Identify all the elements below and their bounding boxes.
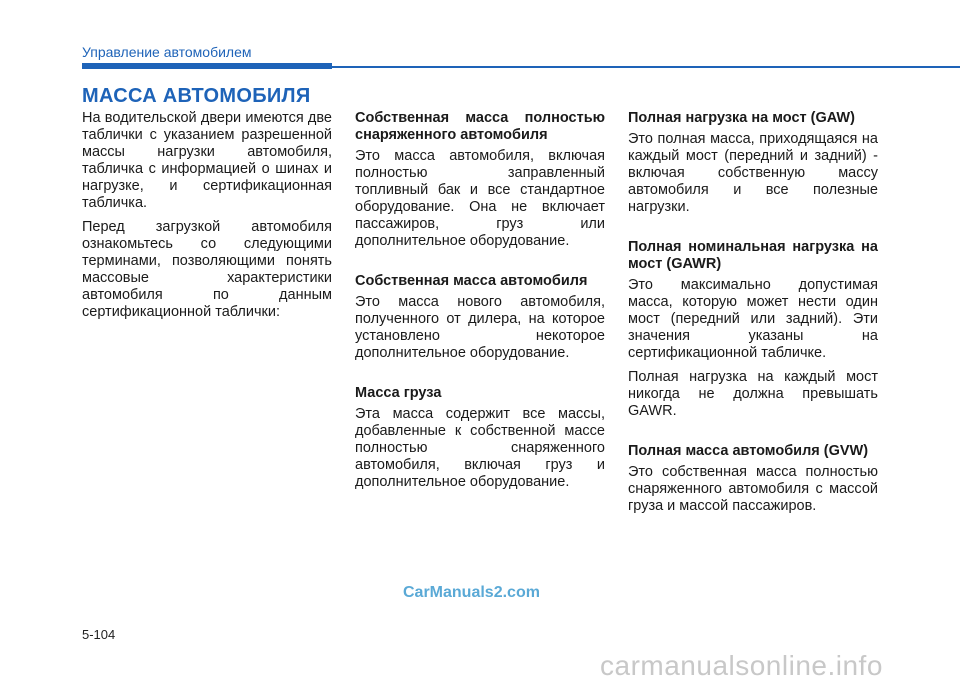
column-1 <box>82 110 332 328</box>
column-2 <box>355 110 605 498</box>
subheading: Собственная масса автомобиля <box>355 273 588 289</box>
column-3 <box>628 110 878 522</box>
header-rule <box>332 66 960 68</box>
paragraph: Эта масса содержит все массы, добавленные к собственной массе полностью снаряженного автомобиля, включая груз и дополнительное оборудование. <box>355 406 605 490</box>
paragraph: Перед загрузкой автомобиля ознакомьтесь со следующими терминами, позволяющими понять массовые характеристики автомобиля по данным сертификационной таблички: <box>82 219 332 320</box>
paragraph: Это собственная масса полностью снаряженного автомобиля с массой груза и массой пассажиров. <box>628 464 878 514</box>
paragraph: На водительской двери имеются две таблички с указанием разрешенной массы нагрузки автомобиля, табличка с информацией о шинах и нагрузке, и сертификационная табличка. <box>82 110 332 211</box>
header-title: Управление автомобилем <box>82 44 252 60</box>
subheading: Полная номинальная нагрузка на мост (GAWR) <box>628 239 878 272</box>
page-number: 5-104 <box>82 627 116 642</box>
watermark-link[interactable]: CarManuals2.com <box>403 584 540 601</box>
paragraph: Это масса автомобиля, включая полностью заправленный топливный бак и все стандартное оборудование. Она не включает пассажиров, груз или дополнительное оборудование. <box>355 148 605 249</box>
paragraph: Это максимально допустимая масса, которую может нести один мост (передний или задний). Эти значения указаны на сертификационной табличке. <box>628 277 878 361</box>
subheading: Собственная масса полностью снаряженного автомобиля <box>355 110 605 143</box>
subheading: Масса груза <box>355 385 442 401</box>
paragraph: Это полная масса, приходящаяся на каждый мост (передний и задний) - включая собственную массу автомобиля и все полезные нагрузки. <box>628 131 878 215</box>
header-bar <box>82 63 332 69</box>
footer-watermark: carmanualsonline.info <box>600 650 883 681</box>
paragraph: Полная нагрузка на каждый мост никогда не должна превышать GAWR. <box>628 369 878 419</box>
paragraph: Это масса нового автомобиля, полученного от дилера, на которое установлено некоторое дополнительное оборудование. <box>355 294 605 361</box>
subheading: Полная нагрузка на мост (GAW) <box>628 110 855 126</box>
section-title: МАССА АВТОМОБИЛЯ <box>82 85 311 107</box>
subheading: Полная масса автомобиля (GVW) <box>628 443 869 459</box>
